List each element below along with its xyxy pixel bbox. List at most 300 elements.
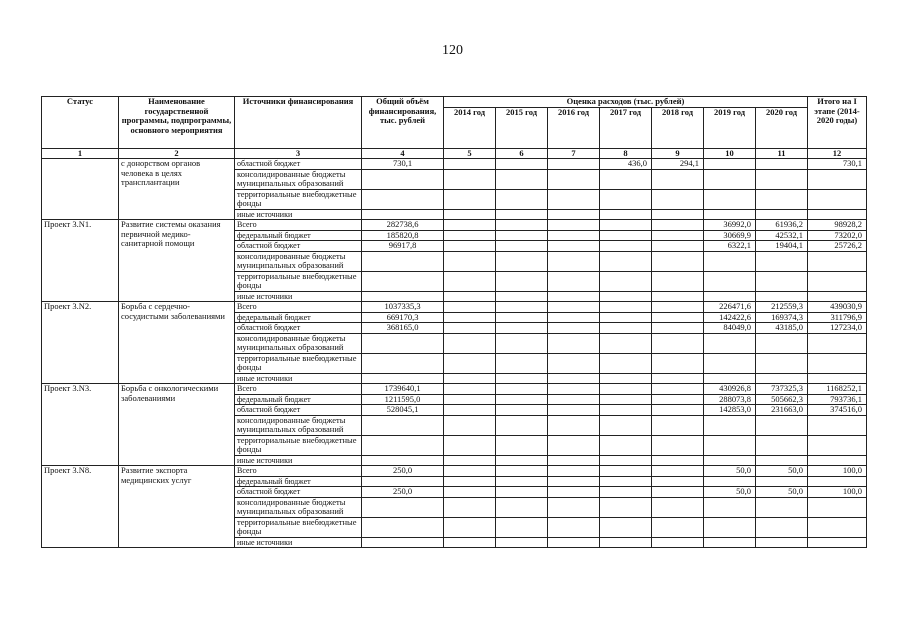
year-value-cell bbox=[548, 209, 600, 220]
header-estimate: Оценка расходов (тыс. рублей) bbox=[444, 97, 808, 108]
year-value-cell bbox=[548, 169, 600, 189]
year-value-cell bbox=[548, 517, 600, 537]
total-cell: 1037335,3 bbox=[362, 302, 444, 313]
year-value-cell bbox=[496, 476, 548, 487]
year-value-cell bbox=[444, 159, 496, 170]
total-cell bbox=[362, 435, 444, 455]
column-number: 9 bbox=[652, 148, 704, 159]
year-value-cell bbox=[444, 333, 496, 353]
funding-source-cell: Всего bbox=[235, 466, 362, 477]
year-value-cell bbox=[600, 537, 652, 548]
year-value-cell bbox=[652, 487, 704, 498]
column-number: 7 bbox=[548, 148, 600, 159]
program-name-cell: Борьба с онкологическими заболеваниями bbox=[119, 384, 235, 466]
table-row bbox=[42, 302, 867, 313]
total-cell: 282738,6 bbox=[362, 220, 444, 231]
column-number: 1 bbox=[42, 148, 119, 159]
total-cell bbox=[362, 517, 444, 537]
program-name-cell: Развитие системы оказания первичной медико-санитарной помощи bbox=[119, 220, 235, 302]
year-value-cell bbox=[600, 517, 652, 537]
year-value-cell bbox=[496, 189, 548, 209]
column-number: 8 bbox=[600, 148, 652, 159]
year-value-cell bbox=[600, 373, 652, 384]
stage-total-cell bbox=[808, 476, 867, 487]
year-value-cell bbox=[496, 302, 548, 313]
year-value-cell bbox=[548, 251, 600, 271]
year-value-cell bbox=[652, 209, 704, 220]
column-number: 6 bbox=[496, 148, 548, 159]
year-value-cell: 737325,3 bbox=[756, 384, 808, 395]
year-value-cell bbox=[444, 230, 496, 241]
column-number: 4 bbox=[362, 148, 444, 159]
year-value-cell bbox=[444, 169, 496, 189]
year-value-cell: 212559,3 bbox=[756, 302, 808, 313]
year-value-cell bbox=[548, 353, 600, 373]
year-value-cell bbox=[600, 220, 652, 231]
year-value-cell bbox=[756, 435, 808, 455]
table-row bbox=[42, 384, 867, 395]
year-value-cell bbox=[704, 291, 756, 302]
year-value-cell bbox=[496, 466, 548, 477]
total-cell bbox=[362, 271, 444, 291]
status-cell: Проект 3.N1. bbox=[42, 220, 119, 302]
year-value-cell bbox=[704, 476, 756, 487]
stage-total-cell bbox=[808, 291, 867, 302]
column-number-row bbox=[42, 148, 867, 159]
total-cell bbox=[362, 455, 444, 466]
total-cell bbox=[362, 291, 444, 302]
page-number: 120 bbox=[442, 43, 463, 58]
year-value-cell: 61936,2 bbox=[756, 220, 808, 231]
year-value-cell bbox=[600, 230, 652, 241]
year-value-cell bbox=[600, 302, 652, 313]
year-value-cell: 505662,3 bbox=[756, 394, 808, 405]
funding-source-cell: консолидированные бюджеты муниципальных образований bbox=[235, 251, 362, 271]
year-value-cell bbox=[496, 415, 548, 435]
funding-source-cell: иные источники bbox=[235, 537, 362, 548]
header-status: Статус bbox=[42, 97, 119, 149]
year-value-cell bbox=[600, 312, 652, 323]
funding-source-cell: федеральный бюджет bbox=[235, 312, 362, 323]
year-value-cell bbox=[652, 517, 704, 537]
table-body bbox=[42, 159, 867, 548]
year-value-cell bbox=[704, 271, 756, 291]
year-value-cell bbox=[444, 487, 496, 498]
budget-table bbox=[41, 96, 867, 548]
stage-total-cell bbox=[808, 517, 867, 537]
stage-total-cell bbox=[808, 169, 867, 189]
funding-source-cell: консолидированные бюджеты муниципальных образований bbox=[235, 169, 362, 189]
total-cell bbox=[362, 169, 444, 189]
program-name-cell: Развитие экспорта медицинских услуг bbox=[119, 466, 235, 548]
year-value-cell bbox=[652, 476, 704, 487]
year-value-cell bbox=[496, 435, 548, 455]
year-value-cell bbox=[704, 517, 756, 537]
year-value-cell: 50,0 bbox=[756, 487, 808, 498]
year-value-cell bbox=[496, 373, 548, 384]
year-value-cell: 142853,0 bbox=[704, 405, 756, 416]
year-value-cell bbox=[444, 291, 496, 302]
funding-source-cell: областной бюджет bbox=[235, 487, 362, 498]
status-cell bbox=[42, 159, 119, 220]
year-value-cell: 50,0 bbox=[704, 487, 756, 498]
year-value-cell bbox=[652, 323, 704, 334]
status-cell: Проект 3.N3. bbox=[42, 384, 119, 466]
year-value-cell bbox=[496, 169, 548, 189]
funding-source-cell: Всего bbox=[235, 302, 362, 313]
stage-total-cell bbox=[808, 373, 867, 384]
year-value-cell bbox=[600, 466, 652, 477]
stage-total-cell bbox=[808, 189, 867, 209]
year-value-cell bbox=[652, 189, 704, 209]
year-value-cell bbox=[444, 384, 496, 395]
stage-total-cell: 374516,0 bbox=[808, 405, 867, 416]
year-value-cell bbox=[496, 220, 548, 231]
stage-total-cell bbox=[808, 209, 867, 220]
year-value-cell bbox=[496, 241, 548, 252]
column-number: 5 bbox=[444, 148, 496, 159]
year-value-cell bbox=[704, 169, 756, 189]
year-value-cell bbox=[548, 230, 600, 241]
year-value-cell bbox=[444, 373, 496, 384]
year-value-cell bbox=[652, 384, 704, 395]
year-value-cell bbox=[756, 476, 808, 487]
header-year: 2018 год bbox=[652, 107, 704, 148]
year-value-cell bbox=[756, 271, 808, 291]
stage-total-cell: 730,1 bbox=[808, 159, 867, 170]
year-value-cell bbox=[444, 241, 496, 252]
year-value-cell bbox=[444, 189, 496, 209]
year-value-cell bbox=[496, 209, 548, 220]
table-row bbox=[42, 220, 867, 231]
stage-total-cell bbox=[808, 435, 867, 455]
year-value-cell: 169374,3 bbox=[756, 312, 808, 323]
program-name-cell: с донорством органов человека в целях трансплантации bbox=[119, 159, 235, 220]
year-value-cell: 50,0 bbox=[756, 466, 808, 477]
funding-source-cell: территориальные внебюджетные фонды bbox=[235, 353, 362, 373]
year-value-cell: 288073,8 bbox=[704, 394, 756, 405]
year-value-cell bbox=[548, 455, 600, 466]
year-value-cell bbox=[600, 271, 652, 291]
year-value-cell bbox=[756, 333, 808, 353]
year-value-cell bbox=[600, 251, 652, 271]
total-cell bbox=[362, 537, 444, 548]
year-value-cell bbox=[652, 333, 704, 353]
year-value-cell bbox=[548, 384, 600, 395]
year-value-cell bbox=[600, 384, 652, 395]
funding-source-cell: территориальные внебюджетные фонды bbox=[235, 189, 362, 209]
year-value-cell bbox=[548, 394, 600, 405]
header-stage-total: Итого на I этапе (2014-2020 годы) bbox=[808, 97, 867, 149]
year-value-cell bbox=[652, 373, 704, 384]
header-year: 2017 год bbox=[600, 107, 652, 148]
year-value-cell bbox=[600, 169, 652, 189]
funding-source-cell: Всего bbox=[235, 220, 362, 231]
year-value-cell bbox=[548, 373, 600, 384]
year-value-cell bbox=[496, 333, 548, 353]
year-value-cell bbox=[600, 241, 652, 252]
year-value-cell bbox=[704, 537, 756, 548]
year-value-cell bbox=[444, 455, 496, 466]
year-value-cell bbox=[600, 209, 652, 220]
stage-total-cell bbox=[808, 333, 867, 353]
funding-source-cell: иные источники bbox=[235, 455, 362, 466]
funding-source-cell: федеральный бюджет bbox=[235, 394, 362, 405]
year-value-cell bbox=[756, 189, 808, 209]
year-value-cell bbox=[600, 487, 652, 498]
year-value-cell bbox=[652, 220, 704, 231]
year-value-cell bbox=[548, 323, 600, 334]
stage-total-cell bbox=[808, 455, 867, 466]
year-value-cell bbox=[496, 230, 548, 241]
year-value-cell: 50,0 bbox=[704, 466, 756, 477]
year-value-cell: 231663,0 bbox=[756, 405, 808, 416]
year-value-cell: 19404,1 bbox=[756, 241, 808, 252]
year-value-cell bbox=[444, 405, 496, 416]
year-value-cell bbox=[652, 497, 704, 517]
total-cell: 730,1 bbox=[362, 159, 444, 170]
year-value-cell bbox=[496, 487, 548, 498]
year-value-cell bbox=[652, 466, 704, 477]
total-cell: 96917,8 bbox=[362, 241, 444, 252]
year-value-cell bbox=[756, 373, 808, 384]
year-value-cell bbox=[496, 312, 548, 323]
year-value-cell bbox=[548, 220, 600, 231]
funding-source-cell: иные источники bbox=[235, 209, 362, 220]
year-value-cell bbox=[548, 435, 600, 455]
year-value-cell bbox=[600, 394, 652, 405]
year-value-cell bbox=[444, 251, 496, 271]
total-cell: 1739640,1 bbox=[362, 384, 444, 395]
year-value-cell bbox=[548, 271, 600, 291]
total-cell: 368165,0 bbox=[362, 323, 444, 334]
table-row bbox=[42, 159, 867, 170]
year-value-cell bbox=[496, 405, 548, 416]
year-value-cell bbox=[756, 415, 808, 435]
funding-source-cell: консолидированные бюджеты муниципальных образований bbox=[235, 415, 362, 435]
year-value-cell bbox=[704, 251, 756, 271]
year-value-cell bbox=[444, 271, 496, 291]
year-value-cell bbox=[652, 394, 704, 405]
year-value-cell bbox=[496, 517, 548, 537]
year-value-cell bbox=[600, 435, 652, 455]
year-value-cell bbox=[704, 189, 756, 209]
year-value-cell: 6322,1 bbox=[704, 241, 756, 252]
year-value-cell bbox=[548, 312, 600, 323]
year-value-cell: 30669,9 bbox=[704, 230, 756, 241]
year-value-cell bbox=[548, 302, 600, 313]
total-cell bbox=[362, 415, 444, 435]
year-value-cell: 226471,6 bbox=[704, 302, 756, 313]
header-sources: Источники финансирования bbox=[235, 97, 362, 149]
year-value-cell bbox=[496, 537, 548, 548]
year-value-cell bbox=[704, 373, 756, 384]
header-year: 2016 год bbox=[548, 107, 600, 148]
header-year: 2019 год bbox=[704, 107, 756, 148]
header-year: 2014 год bbox=[444, 107, 496, 148]
year-value-cell bbox=[704, 415, 756, 435]
year-value-cell bbox=[444, 394, 496, 405]
year-value-cell bbox=[756, 497, 808, 517]
year-value-cell bbox=[496, 455, 548, 466]
year-value-cell bbox=[704, 435, 756, 455]
year-value-cell bbox=[548, 415, 600, 435]
year-value-cell bbox=[652, 405, 704, 416]
year-value-cell: 43185,0 bbox=[756, 323, 808, 334]
funding-source-cell: Всего bbox=[235, 384, 362, 395]
funding-source-cell: областной бюджет bbox=[235, 159, 362, 170]
stage-total-cell bbox=[808, 251, 867, 271]
year-value-cell bbox=[496, 271, 548, 291]
stage-total-cell bbox=[808, 497, 867, 517]
stage-total-cell bbox=[808, 415, 867, 435]
total-cell: 250,0 bbox=[362, 487, 444, 498]
year-value-cell bbox=[444, 435, 496, 455]
year-value-cell bbox=[652, 169, 704, 189]
stage-total-cell bbox=[808, 271, 867, 291]
year-value-cell bbox=[548, 497, 600, 517]
total-cell bbox=[362, 373, 444, 384]
year-value-cell bbox=[600, 333, 652, 353]
year-value-cell bbox=[652, 353, 704, 373]
stage-total-cell: 100,0 bbox=[808, 487, 867, 498]
year-value-cell bbox=[444, 302, 496, 313]
column-number: 11 bbox=[756, 148, 808, 159]
year-value-cell bbox=[600, 476, 652, 487]
stage-total-cell: 439030,9 bbox=[808, 302, 867, 313]
column-number: 12 bbox=[808, 148, 867, 159]
funding-source-cell: федеральный бюджет bbox=[235, 230, 362, 241]
stage-total-cell: 1168252,1 bbox=[808, 384, 867, 395]
year-value-cell bbox=[704, 159, 756, 170]
year-value-cell: 294,1 bbox=[652, 159, 704, 170]
stage-total-cell bbox=[808, 353, 867, 373]
stage-total-cell: 25726,2 bbox=[808, 241, 867, 252]
year-value-cell bbox=[548, 405, 600, 416]
total-cell bbox=[362, 353, 444, 373]
year-value-cell bbox=[704, 455, 756, 466]
total-cell bbox=[362, 333, 444, 353]
funding-source-cell: иные источники bbox=[235, 291, 362, 302]
stage-total-cell: 98928,2 bbox=[808, 220, 867, 231]
year-value-cell bbox=[652, 312, 704, 323]
year-value-cell bbox=[444, 209, 496, 220]
year-value-cell bbox=[444, 466, 496, 477]
year-value-cell: 430926,8 bbox=[704, 384, 756, 395]
year-value-cell bbox=[496, 353, 548, 373]
year-value-cell bbox=[496, 497, 548, 517]
year-value-cell bbox=[496, 251, 548, 271]
year-value-cell bbox=[444, 220, 496, 231]
header-year: 2020 год bbox=[756, 107, 808, 148]
funding-source-cell: консолидированные бюджеты муниципальных образований bbox=[235, 333, 362, 353]
year-value-cell bbox=[496, 384, 548, 395]
total-cell: 185820,8 bbox=[362, 230, 444, 241]
year-value-cell bbox=[548, 466, 600, 477]
year-value-cell bbox=[652, 241, 704, 252]
year-value-cell: 142422,6 bbox=[704, 312, 756, 323]
year-value-cell bbox=[444, 537, 496, 548]
year-value-cell bbox=[444, 497, 496, 517]
column-number: 10 bbox=[704, 148, 756, 159]
year-value-cell bbox=[756, 209, 808, 220]
total-cell: 528045,1 bbox=[362, 405, 444, 416]
total-cell bbox=[362, 189, 444, 209]
year-value-cell bbox=[496, 323, 548, 334]
funding-source-cell: территориальные внебюджетные фонды bbox=[235, 517, 362, 537]
year-value-cell bbox=[600, 455, 652, 466]
year-value-cell bbox=[704, 497, 756, 517]
column-number: 3 bbox=[235, 148, 362, 159]
year-value-cell bbox=[756, 169, 808, 189]
year-value-cell bbox=[444, 476, 496, 487]
stage-total-cell: 100,0 bbox=[808, 466, 867, 477]
year-value-cell bbox=[652, 455, 704, 466]
year-value-cell bbox=[600, 291, 652, 302]
total-cell: 1211595,0 bbox=[362, 394, 444, 405]
year-value-cell bbox=[600, 323, 652, 334]
table-row bbox=[42, 466, 867, 477]
year-value-cell bbox=[496, 394, 548, 405]
column-number: 2 bbox=[119, 148, 235, 159]
year-value-cell bbox=[548, 537, 600, 548]
year-value-cell bbox=[652, 271, 704, 291]
funding-source-cell: областной бюджет bbox=[235, 241, 362, 252]
year-value-cell bbox=[548, 333, 600, 353]
total-cell bbox=[362, 497, 444, 517]
year-value-cell bbox=[548, 159, 600, 170]
year-value-cell: 42532,1 bbox=[756, 230, 808, 241]
stage-total-cell: 793736,1 bbox=[808, 394, 867, 405]
year-value-cell bbox=[444, 353, 496, 373]
stage-total-cell: 127234,0 bbox=[808, 323, 867, 334]
funding-source-cell: федеральный бюджет bbox=[235, 476, 362, 487]
year-value-cell: 84049,0 bbox=[704, 323, 756, 334]
stage-total-cell bbox=[808, 537, 867, 548]
stage-total-cell: 73202,0 bbox=[808, 230, 867, 241]
year-value-cell bbox=[600, 353, 652, 373]
status-cell: Проект 3.N2. bbox=[42, 302, 119, 384]
total-cell: 250,0 bbox=[362, 466, 444, 477]
total-cell bbox=[362, 251, 444, 271]
year-value-cell bbox=[600, 405, 652, 416]
year-value-cell bbox=[600, 415, 652, 435]
year-value-cell bbox=[548, 241, 600, 252]
year-value-cell bbox=[600, 189, 652, 209]
funding-source-cell: иные источники bbox=[235, 373, 362, 384]
year-value-cell bbox=[704, 333, 756, 353]
year-value-cell: 36992,0 bbox=[704, 220, 756, 231]
year-value-cell bbox=[652, 415, 704, 435]
year-value-cell bbox=[652, 291, 704, 302]
year-value-cell bbox=[548, 291, 600, 302]
year-value-cell bbox=[756, 537, 808, 548]
program-name-cell: Борьба с сердечно-сосудистыми заболеваниями bbox=[119, 302, 235, 384]
funding-source-cell: областной бюджет bbox=[235, 405, 362, 416]
total-cell: 669170,3 bbox=[362, 312, 444, 323]
year-value-cell bbox=[756, 159, 808, 170]
year-value-cell bbox=[652, 435, 704, 455]
year-value-cell bbox=[704, 353, 756, 373]
year-value-cell bbox=[600, 497, 652, 517]
header-total: Общий объём финансирования, тыс. рублей bbox=[362, 97, 444, 149]
header-year: 2015 год bbox=[496, 107, 548, 148]
year-value-cell bbox=[444, 415, 496, 435]
year-value-cell bbox=[756, 517, 808, 537]
year-value-cell bbox=[756, 455, 808, 466]
year-value-cell bbox=[444, 312, 496, 323]
year-value-cell bbox=[756, 291, 808, 302]
